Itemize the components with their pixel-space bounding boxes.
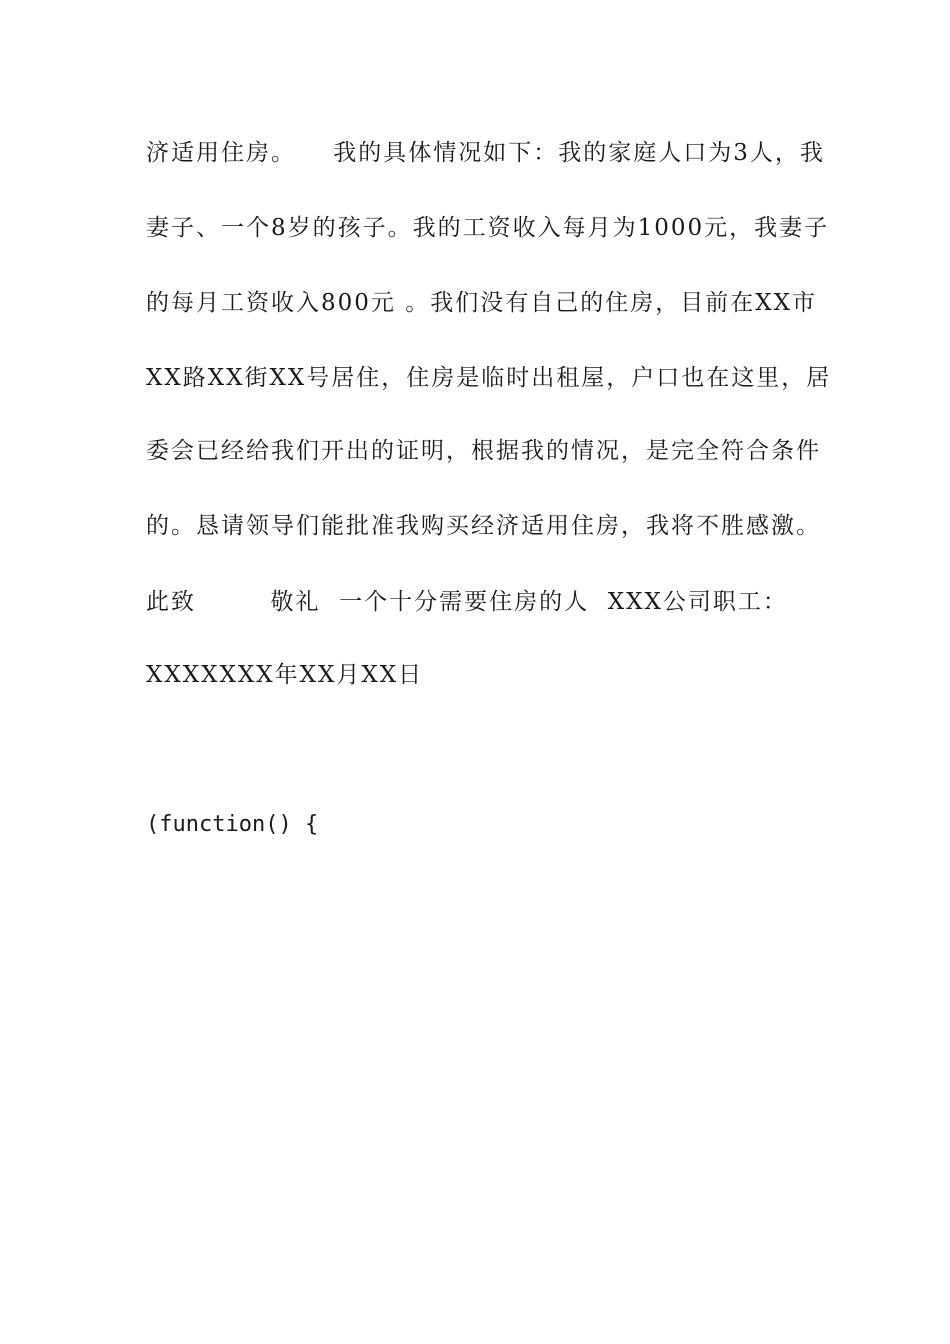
body-text-line-5: 委会已经给我们开出的证明，根据我的情况，是完全符合条件	[146, 438, 821, 464]
body-text-line-4: XX路XX街XX号居住，住房是临时出租屋，户口也在这里，居	[146, 365, 832, 391]
closing-and-signature-line: 此致 敬礼 一个十分需要住房的人 XXX公司职工：	[146, 589, 788, 615]
body-text-line-2: 妻子、一个8岁的孩子。我的工资收入每月为1000元，我妻子	[146, 215, 830, 241]
code-fragment: (function() {	[146, 812, 319, 837]
body-text-line-6: 的。恳请领导们能批准我购买经济适用住房，我将不胜感激。	[146, 513, 821, 539]
date-line: XXXXXXX年XX月XX日	[146, 662, 424, 688]
body-text-line-1: 济适用住房。 我的具体情况如下：我的家庭人口为3人，我	[146, 140, 825, 166]
body-text-line-3: 的每月工资收入800元 。我们没有自己的住房，目前在XX市	[146, 290, 817, 316]
